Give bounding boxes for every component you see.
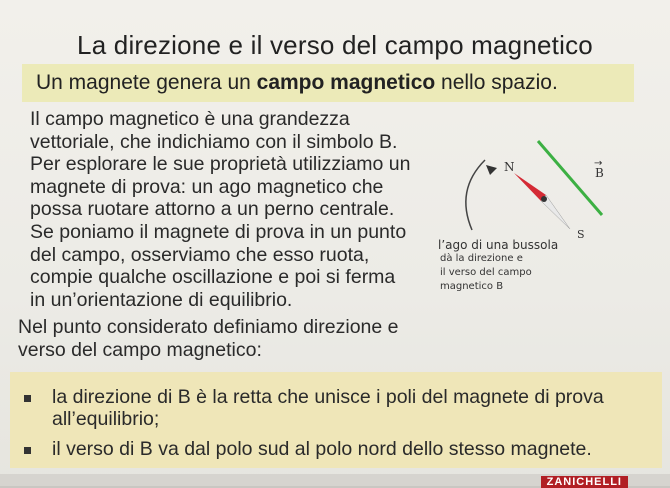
bullet-text: la direzione di B è la retta che unisce i poli del magnete di prova all’equilibrio; <box>52 386 604 430</box>
bullet-text: il verso di B va dal polo sud al polo nord dello stesso magnete. <box>52 438 592 460</box>
compass-diagram <box>430 135 630 245</box>
label-b-arrow: → <box>594 158 603 169</box>
para-line: Se poniamo il magnete di prova in un punto <box>30 220 407 243</box>
subtitle-bold: campo magnetico <box>256 71 436 94</box>
lower-line: verso del campo magnetico: <box>18 338 262 361</box>
para-line: Per esplorare le sue proprietà utilizziamo un <box>30 153 411 176</box>
needle-pivot <box>541 196 547 202</box>
para-line: vettoriale, che indichiamo con il simbolo B. <box>30 130 398 153</box>
needle-north <box>514 173 546 201</box>
lower-line: Nel punto considerato definiamo direzione e <box>18 316 399 338</box>
para-line: magnete di prova: un ago magnetico che <box>30 175 384 198</box>
subtitle <box>36 71 558 95</box>
para-line: Il campo magnetico è una grandezza <box>30 108 350 130</box>
caption-line: l’ago di una bussola <box>438 238 559 252</box>
bullet-square-icon <box>24 395 31 402</box>
field-curve <box>466 160 485 230</box>
definition-box <box>10 372 662 468</box>
bullet-square-icon <box>24 447 31 454</box>
para-line: in un’orientazione di equilibrio. <box>30 288 293 311</box>
field-arrow-head <box>486 165 497 175</box>
para-line: del campo, osserviamo che esso ruota, <box>30 243 370 266</box>
publisher-logo: ZANICHELLI <box>541 476 628 488</box>
intro-paragraph <box>30 108 430 311</box>
para-line: possa ruotare attorno a un perno centrale. <box>30 198 395 221</box>
label-s: S <box>577 228 585 241</box>
diagram-caption <box>438 238 558 294</box>
para-line: compie qualche oscillazione e poi si ferma <box>30 266 396 289</box>
definition-intro <box>18 316 638 361</box>
caption-line: magnetico B <box>440 281 504 292</box>
label-n: N <box>504 160 515 174</box>
subtitle-pre: Un magnete genera un <box>36 71 257 94</box>
caption-line: dà la direzione e <box>440 253 523 264</box>
subtitle-post: nello spazio. <box>435 71 558 94</box>
label-b: B <box>595 166 604 180</box>
slide-title: La direzione e il verso del campo magnetico <box>77 30 593 60</box>
caption-line: il verso del campo <box>440 267 532 278</box>
